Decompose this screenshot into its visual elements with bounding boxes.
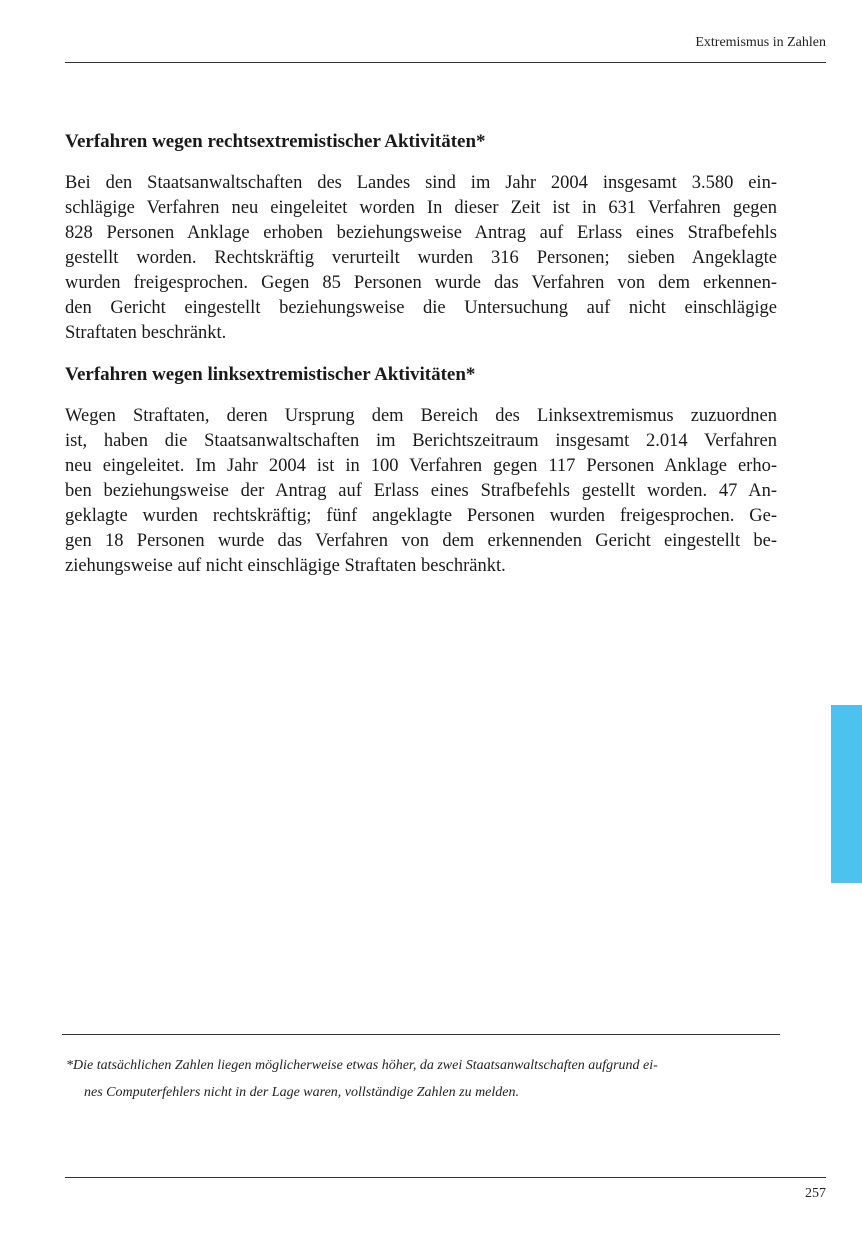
section-heading: Verfahren wegen linksextremistischer Aktivitäten* <box>65 364 476 385</box>
section-heading: Verfahren wegen rechtsextremistischer Aktivitäten* <box>65 131 486 152</box>
running-header-title: Extremismus in Zahlen <box>695 35 826 50</box>
paragraph-line: Wegen Straftaten, deren Ursprung dem Bereich des Linksextremismus zuzuordnen <box>65 406 777 426</box>
footnote-rule <box>62 1034 780 1035</box>
footnote-line: nes Computerfehlers nicht in der Lage waren, vollständige Zahlen zu melden. <box>84 1085 519 1100</box>
paragraph-line: gen 18 Personen wurde das Verfahren von dem erkennenden Gericht eingestellt be- <box>65 531 777 551</box>
paragraph-line: Bei den Staatsanwaltschaften des Landes sind im Jahr 2004 insgesamt 3.580 ein- <box>65 173 777 193</box>
paragraph-line: neu eingeleitet. Im Jahr 2004 ist in 100 Verfahren gegen 117 Personen Anklage erho- <box>65 456 777 476</box>
paragraph-line: den Gericht eingestellt beziehungsweise die Untersuchung auf nicht einschlägige <box>65 298 777 318</box>
paragraph-line: 828 Personen Anklage erhoben beziehungsweise Antrag auf Erlass eines Strafbefehls <box>65 223 777 243</box>
footer-rule <box>65 1177 826 1178</box>
footnote <box>66 1052 776 1106</box>
section-right-extremism <box>65 129 777 346</box>
paragraph-line: ziehungsweise auf nicht einschlägige Straftaten beschränkt. <box>65 556 506 576</box>
paragraph-line: schlägige Verfahren neu eingeleitet worden In dieser Zeit ist in 631 Verfahren gegen <box>65 198 777 218</box>
section-left-extremism <box>65 362 777 579</box>
paragraph-line: wurden freigesprochen. Gegen 85 Personen wurde das Verfahren von dem erkennen- <box>65 273 777 293</box>
page-number: 257 <box>805 1186 826 1201</box>
section-paragraph <box>65 171 777 346</box>
paragraph-line: ben beziehungsweise der Antrag auf Erlass eines Strafbefehls gestellt worden. 47 An- <box>65 481 777 501</box>
paragraph-line: Straftaten beschränkt. <box>65 323 227 343</box>
paragraph-line: ist, haben die Staatsanwaltschaften im Berichtszeitraum insgesamt 2.014 Verfahren <box>65 431 777 451</box>
chapter-side-tab <box>831 705 862 883</box>
footnote-line: *Die tatsächlichen Zahlen liegen möglicherweise etwas höher, da zwei Staatsanwaltschaften aufgrund ei- <box>66 1058 658 1073</box>
section-paragraph <box>65 404 777 579</box>
paragraph-line: geklagte wurden rechtskräftig; fünf angeklagte Personen wurden freigesprochen. Ge- <box>65 506 777 526</box>
header-rule <box>65 62 826 63</box>
main-content <box>65 129 777 595</box>
paragraph-line: gestellt worden. Rechtskräftig verurteilt wurden 316 Personen; sieben Angeklagte <box>65 248 777 268</box>
